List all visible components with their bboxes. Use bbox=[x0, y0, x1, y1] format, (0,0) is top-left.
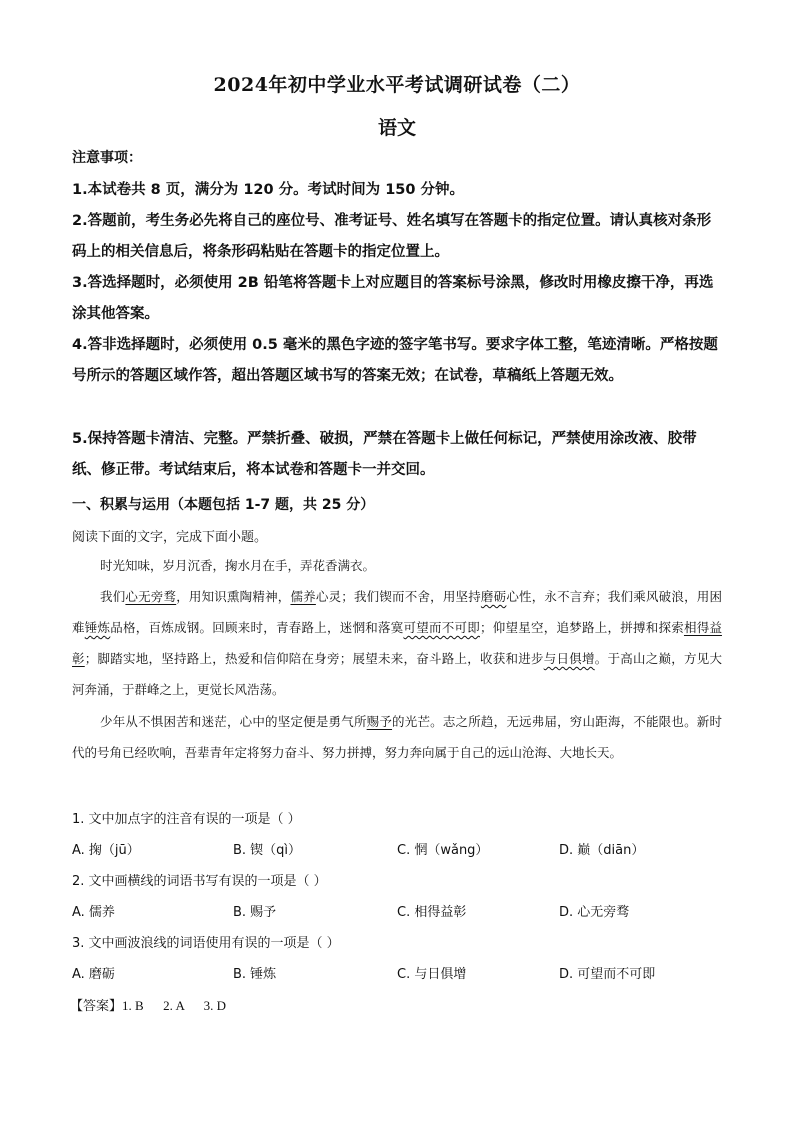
wavy-underlined-word: 磨砺 bbox=[480, 589, 507, 604]
notice-item-3: 3.答选择题时，必须使用 2B 铅笔将答题卡上对应题目的答案标号涂黑，修改时用橡皮擦干净，再选涂其他答案。 bbox=[72, 275, 714, 322]
passage-text: 我们 bbox=[100, 589, 126, 604]
section-heading: 一、积累与运用（本题包括 1-7 题，共 25 分） bbox=[72, 497, 375, 513]
passage-text: 心性，永不言弃；我们乘风破浪，用困难 bbox=[72, 589, 722, 635]
question-2-option-c[interactable]: C. 相得益彰 bbox=[397, 905, 467, 920]
passage-text: 心灵；我们锲而不舍，用坚持 bbox=[315, 589, 481, 604]
question-2-option-b[interactable]: B. 赐予 bbox=[233, 905, 277, 920]
notice-item-2: 2.答题前，考生务必先将自己的座位号、准考证号、姓名填写在答题卡的指定位置。请认真核对条形码上的相关信息后，将条形码粘贴在答题卡的指定位置上。 bbox=[72, 213, 712, 260]
passage-paragraph-3 bbox=[72, 706, 722, 768]
section-intro: 阅读下面的文字，完成下面小题。 bbox=[72, 530, 268, 545]
question-1-option-b[interactable]: B. 锲（qì） bbox=[233, 843, 302, 858]
passage-text: ；仰望星空，追梦路上，拼搏和探索 bbox=[479, 620, 684, 635]
exam-title: 2024年初中学业水平考试调研试卷（二） bbox=[213, 74, 581, 96]
question-2-option-a[interactable]: A. 儒养 bbox=[72, 905, 115, 920]
notice-heading: 注意事项： bbox=[72, 150, 142, 166]
question-1-option-d[interactable]: D. 巅（diān） bbox=[559, 843, 645, 858]
notice-item-1: 1.本试卷共 8 页，满分为 120 分。考试时间为 150 分钟。 bbox=[72, 182, 465, 198]
underlined-word: 心无旁骛 bbox=[125, 589, 177, 604]
underlined-word: 儒养 bbox=[290, 589, 316, 604]
notice-item-5: 5.保持答题卡清洁、完整。严禁折叠、破损，严禁在答题卡上做任何标记，严禁使用涂改液、胶带纸、修正带。考试结束后，将本试卷和答题卡一并交回。 bbox=[72, 431, 697, 478]
wavy-underlined-word: 锤炼 bbox=[84, 620, 111, 635]
answer-label: 【答案】 bbox=[70, 999, 123, 1014]
question-3-option-a[interactable]: A. 磨砺 bbox=[72, 967, 115, 982]
question-3-option-b[interactable]: B. 锤炼 bbox=[233, 967, 277, 982]
passage-text: 少年从不惧困苦和迷茫，心中的坚定便是勇气所 bbox=[100, 714, 367, 729]
passage-text: 品格，百炼成钢。回顾来时，青春路上，迷惘和落寞 bbox=[110, 620, 404, 635]
question-1-option-c[interactable]: C. 惘（wǎng） bbox=[397, 843, 489, 858]
question-2-option-d[interactable]: D. 心无旁骛 bbox=[559, 905, 630, 920]
underlined-word: 相得益彰 bbox=[72, 620, 722, 666]
passage-text: 。于高山之巅，方见大河奔涌，于群峰之上，更觉长风浩荡。 bbox=[72, 651, 722, 697]
question-1-option-a[interactable]: A. 掬（jū） bbox=[72, 843, 140, 858]
underlined-word: 赐予 bbox=[366, 714, 393, 729]
answer-line bbox=[70, 995, 226, 1014]
passage-paragraph-1: 时光知味，岁月沉香，掬水月在手，弄花香满衣。 bbox=[100, 558, 376, 573]
passage-text: ，用知识熏陶精神， bbox=[176, 589, 291, 604]
wavy-underlined-word: 可望而不可即 bbox=[403, 620, 480, 635]
subject-title: 语文 bbox=[377, 117, 416, 139]
passage-paragraph-2 bbox=[72, 581, 722, 705]
wavy-underlined-word: 与日俱增 bbox=[543, 651, 595, 666]
question-2-stem: 2. 文中画横线的词语书写有误的一项是（ ） bbox=[72, 874, 327, 889]
passage-text: 的光芒。志之所趋，无远弗届，穷山距海，不能限也。新时代的号角已经吹响，吾辈青年定将努力奋斗、努力拼搏，努力奔向属于自己的远山沧海、大地长天。 bbox=[72, 714, 722, 760]
question-3-option-d[interactable]: D. 可望而不可即 bbox=[559, 967, 656, 982]
notice-item-4: 4.答非选择题时，必须使用 0.5 毫米的黑色字迹的签字笔书写。要求字体工整，笔迹清晰。严格按题号所示的答题区域作答，超出答题区域书写的答案无效；在试卷，草稿纸上答题无效。 bbox=[72, 337, 718, 384]
question-3-stem: 3. 文中画波浪线的词语使用有误的一项是（ ） bbox=[72, 936, 340, 951]
question-1-stem: 1. 文中加点字的注音有误的一项是（ ） bbox=[72, 812, 301, 827]
passage-text: ；脚踏实地，坚持路上，热爱和信仰陪在身旁；展望未来，奋斗路上，收获和进步 bbox=[84, 651, 544, 666]
answer-text: 1. B 2. A 3. D bbox=[122, 998, 227, 1013]
question-3-option-c[interactable]: C. 与日俱增 bbox=[397, 967, 467, 982]
